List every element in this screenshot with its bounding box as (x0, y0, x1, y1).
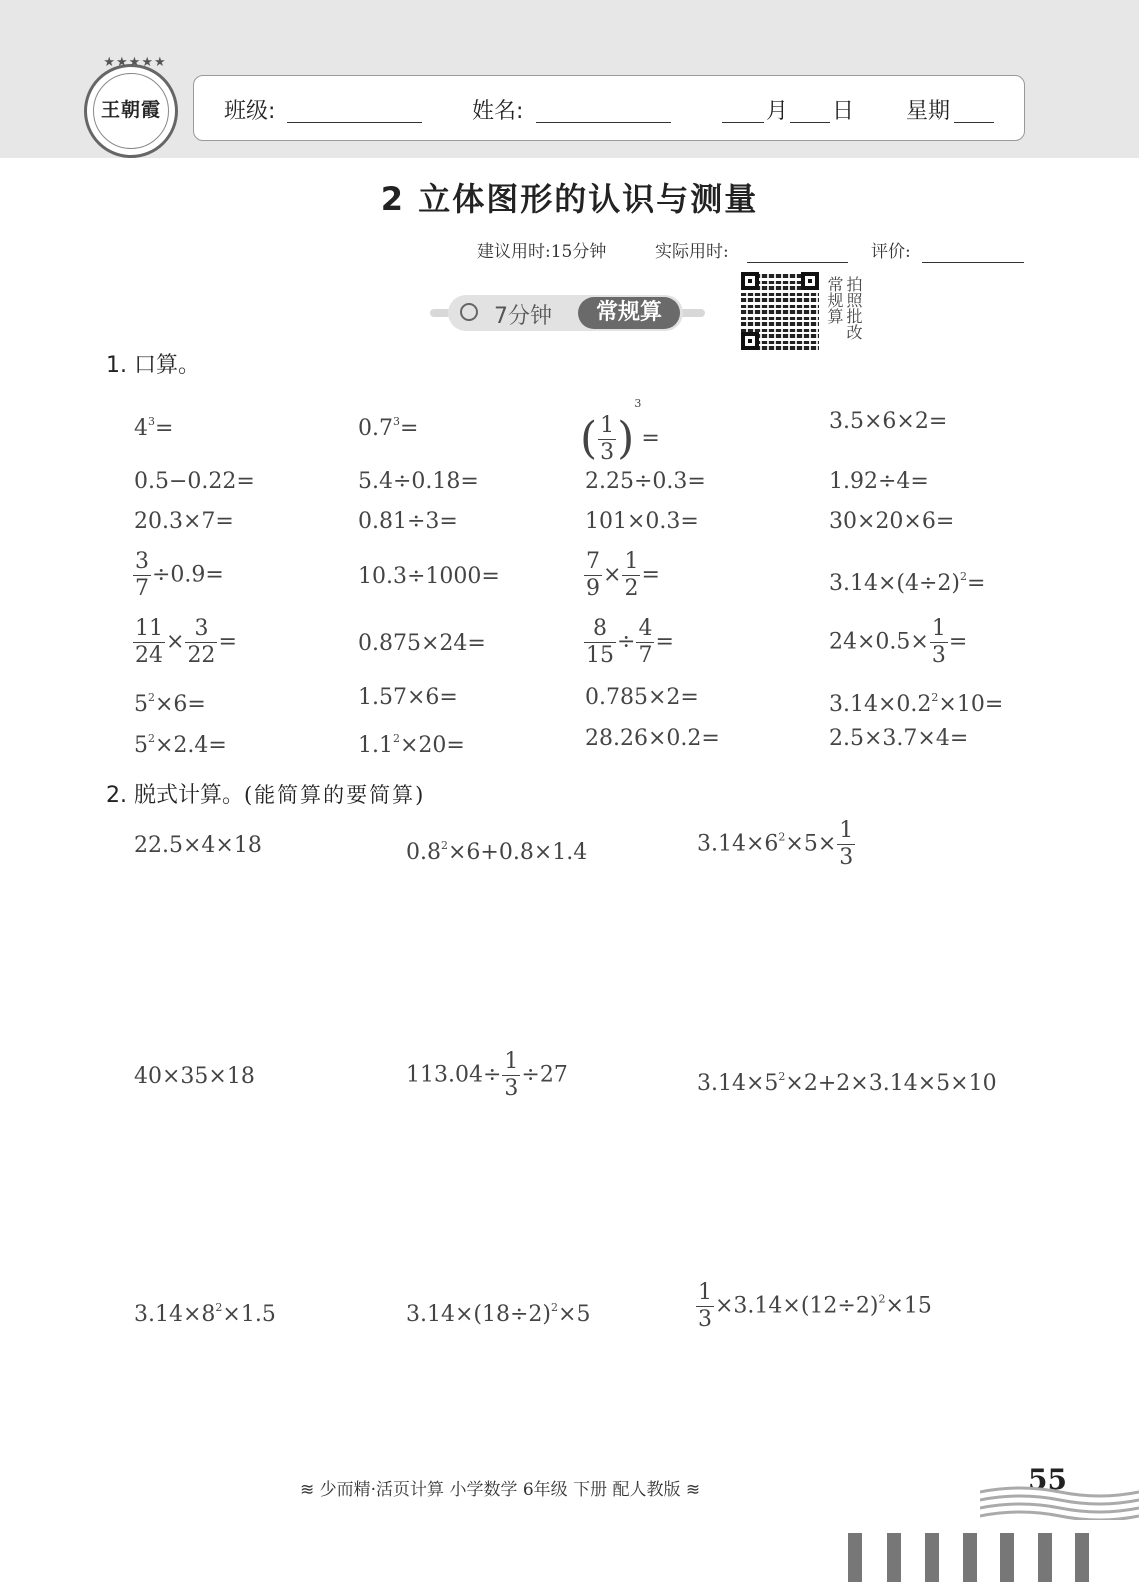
edge-stripe (925, 1533, 939, 1582)
calc-problem: $\frac{1}{3}$ $\times 3.14\times(12\div 2)^2\times 15$ (698, 1280, 932, 1332)
calc-problem: $3.14\times 5^2\times 2+2\times 3.14\times 5\times 10$ (697, 1070, 997, 1096)
class-field[interactable] (287, 98, 422, 123)
edge-stripe (1038, 1533, 1052, 1582)
weekday-label: 星期 (906, 99, 951, 124)
clock-icon (460, 303, 478, 321)
problem: 2.5×3.7×4= (829, 726, 969, 751)
logo-stars-icon: ★★★★★ (103, 55, 167, 70)
rating-field[interactable] (922, 238, 1024, 263)
class-label: 班级: (224, 99, 276, 124)
problem: 1.92÷4= (829, 469, 929, 494)
rating-label: 评价: (871, 242, 911, 262)
problem: $0.7^3=$ (358, 415, 419, 441)
problem: 3.5×6×2= (829, 409, 948, 434)
edge-stripe (887, 1533, 901, 1582)
problem: $\frac{7}{9}$ × $\frac{1}{2}$ = (586, 549, 660, 601)
problem: $1.1^2\times 20=$ (358, 732, 465, 758)
page-number: 55 (1028, 1463, 1067, 1496)
section-2-heading: 2. 脱式计算。(能简算的要简算) (106, 783, 426, 808)
logo-text: 王朝霞 (100, 99, 161, 121)
problem: 5.4÷0.18= (358, 469, 479, 494)
problem: 0.875×24= (358, 631, 486, 656)
problem: 101×0.3= (585, 509, 699, 534)
problem: 2.25÷0.3= (585, 469, 706, 494)
calc-problem: $3.14\times(18\div 2)^2\times 5$ (406, 1301, 591, 1327)
weekday-field[interactable] (954, 98, 994, 123)
time-badge (448, 295, 683, 331)
calc-problem: $0.8^2\times 6+0.8\times 1.4$ (406, 839, 588, 865)
badge-label: 常规算 (578, 297, 680, 329)
month-label: 月 (766, 99, 789, 124)
name-field[interactable] (536, 98, 671, 123)
problem: $4^3=$ (134, 415, 174, 441)
problem: ( $\frac{1}{3}$ )$^3$= (580, 397, 660, 465)
calc-problem: 113.04÷ $\frac{1}{3}$ ÷27 (406, 1049, 568, 1101)
edge-stripe (1000, 1533, 1014, 1582)
edge-stripe (848, 1533, 862, 1582)
problem: 28.26×0.2= (585, 726, 720, 751)
section-1-heading: 1. 口算。 (106, 353, 200, 378)
day-field[interactable] (790, 98, 830, 123)
calc-problem: $3.14\times 6^2\times 5\times$ $\frac{1}{3}$ (697, 818, 854, 870)
problem: 0.81÷3= (358, 509, 458, 534)
day-label: 日 (832, 99, 855, 124)
problem: 0.5−0.22= (134, 469, 255, 494)
wave-decoration-icon (980, 1484, 1139, 1520)
problem: $\frac{11}{24}$ × $\frac{3}{22}$ = (135, 616, 237, 668)
suggested-time: 建议用时:15分钟 (477, 242, 607, 262)
problem: 20.3×7= (134, 509, 234, 534)
edge-stripe (963, 1533, 977, 1582)
name-label: 姓名: (472, 99, 524, 124)
footer-series: ≋ 少而精·活页计算 小学数学 6年级 下册 配人教版 ≋ (300, 1480, 701, 1500)
qr-code-icon[interactable] (741, 272, 819, 350)
problem: 30×20×6= (829, 509, 955, 534)
problem: $5^2\times 2.4=$ (134, 732, 227, 758)
problem: $\frac{3}{7}$ ÷0.9= (135, 549, 224, 601)
problem: $3.14\times(4\div 2)^2=$ (829, 570, 986, 596)
page-title: 2 立体图形的认识与测量 (380, 180, 759, 218)
month-field[interactable] (722, 98, 764, 123)
problem: 24×0.5× $\frac{1}{3}$ = (829, 616, 968, 668)
problem: $5^2\times 6=$ (134, 691, 206, 717)
actual-time-label: 实际用时: (655, 242, 729, 262)
calc-problem: $3.14\times 8^2\times 1.5$ (134, 1301, 276, 1327)
problem: $\frac{8}{15}$ ÷ $\frac{4}{7}$ = (586, 616, 674, 668)
qr-caption-type: 常规算 (825, 276, 844, 324)
problem: 10.3÷1000= (358, 564, 500, 589)
student-info-box (193, 75, 1025, 141)
actual-time-field[interactable] (747, 238, 848, 263)
calc-problem: 22.5×4×18 (134, 833, 262, 858)
badge-time: 7分钟 (494, 304, 552, 329)
calc-problem: 40×35×18 (134, 1064, 255, 1089)
qr-caption-photo: 拍照批改 (844, 276, 863, 340)
problem: 1.57×6= (358, 685, 458, 710)
publisher-logo (84, 55, 178, 158)
problem: 0.785×2= (585, 685, 699, 710)
problem: $3.14\times 0.2^2\times 10=$ (829, 691, 1004, 717)
edge-stripe (1075, 1533, 1089, 1582)
